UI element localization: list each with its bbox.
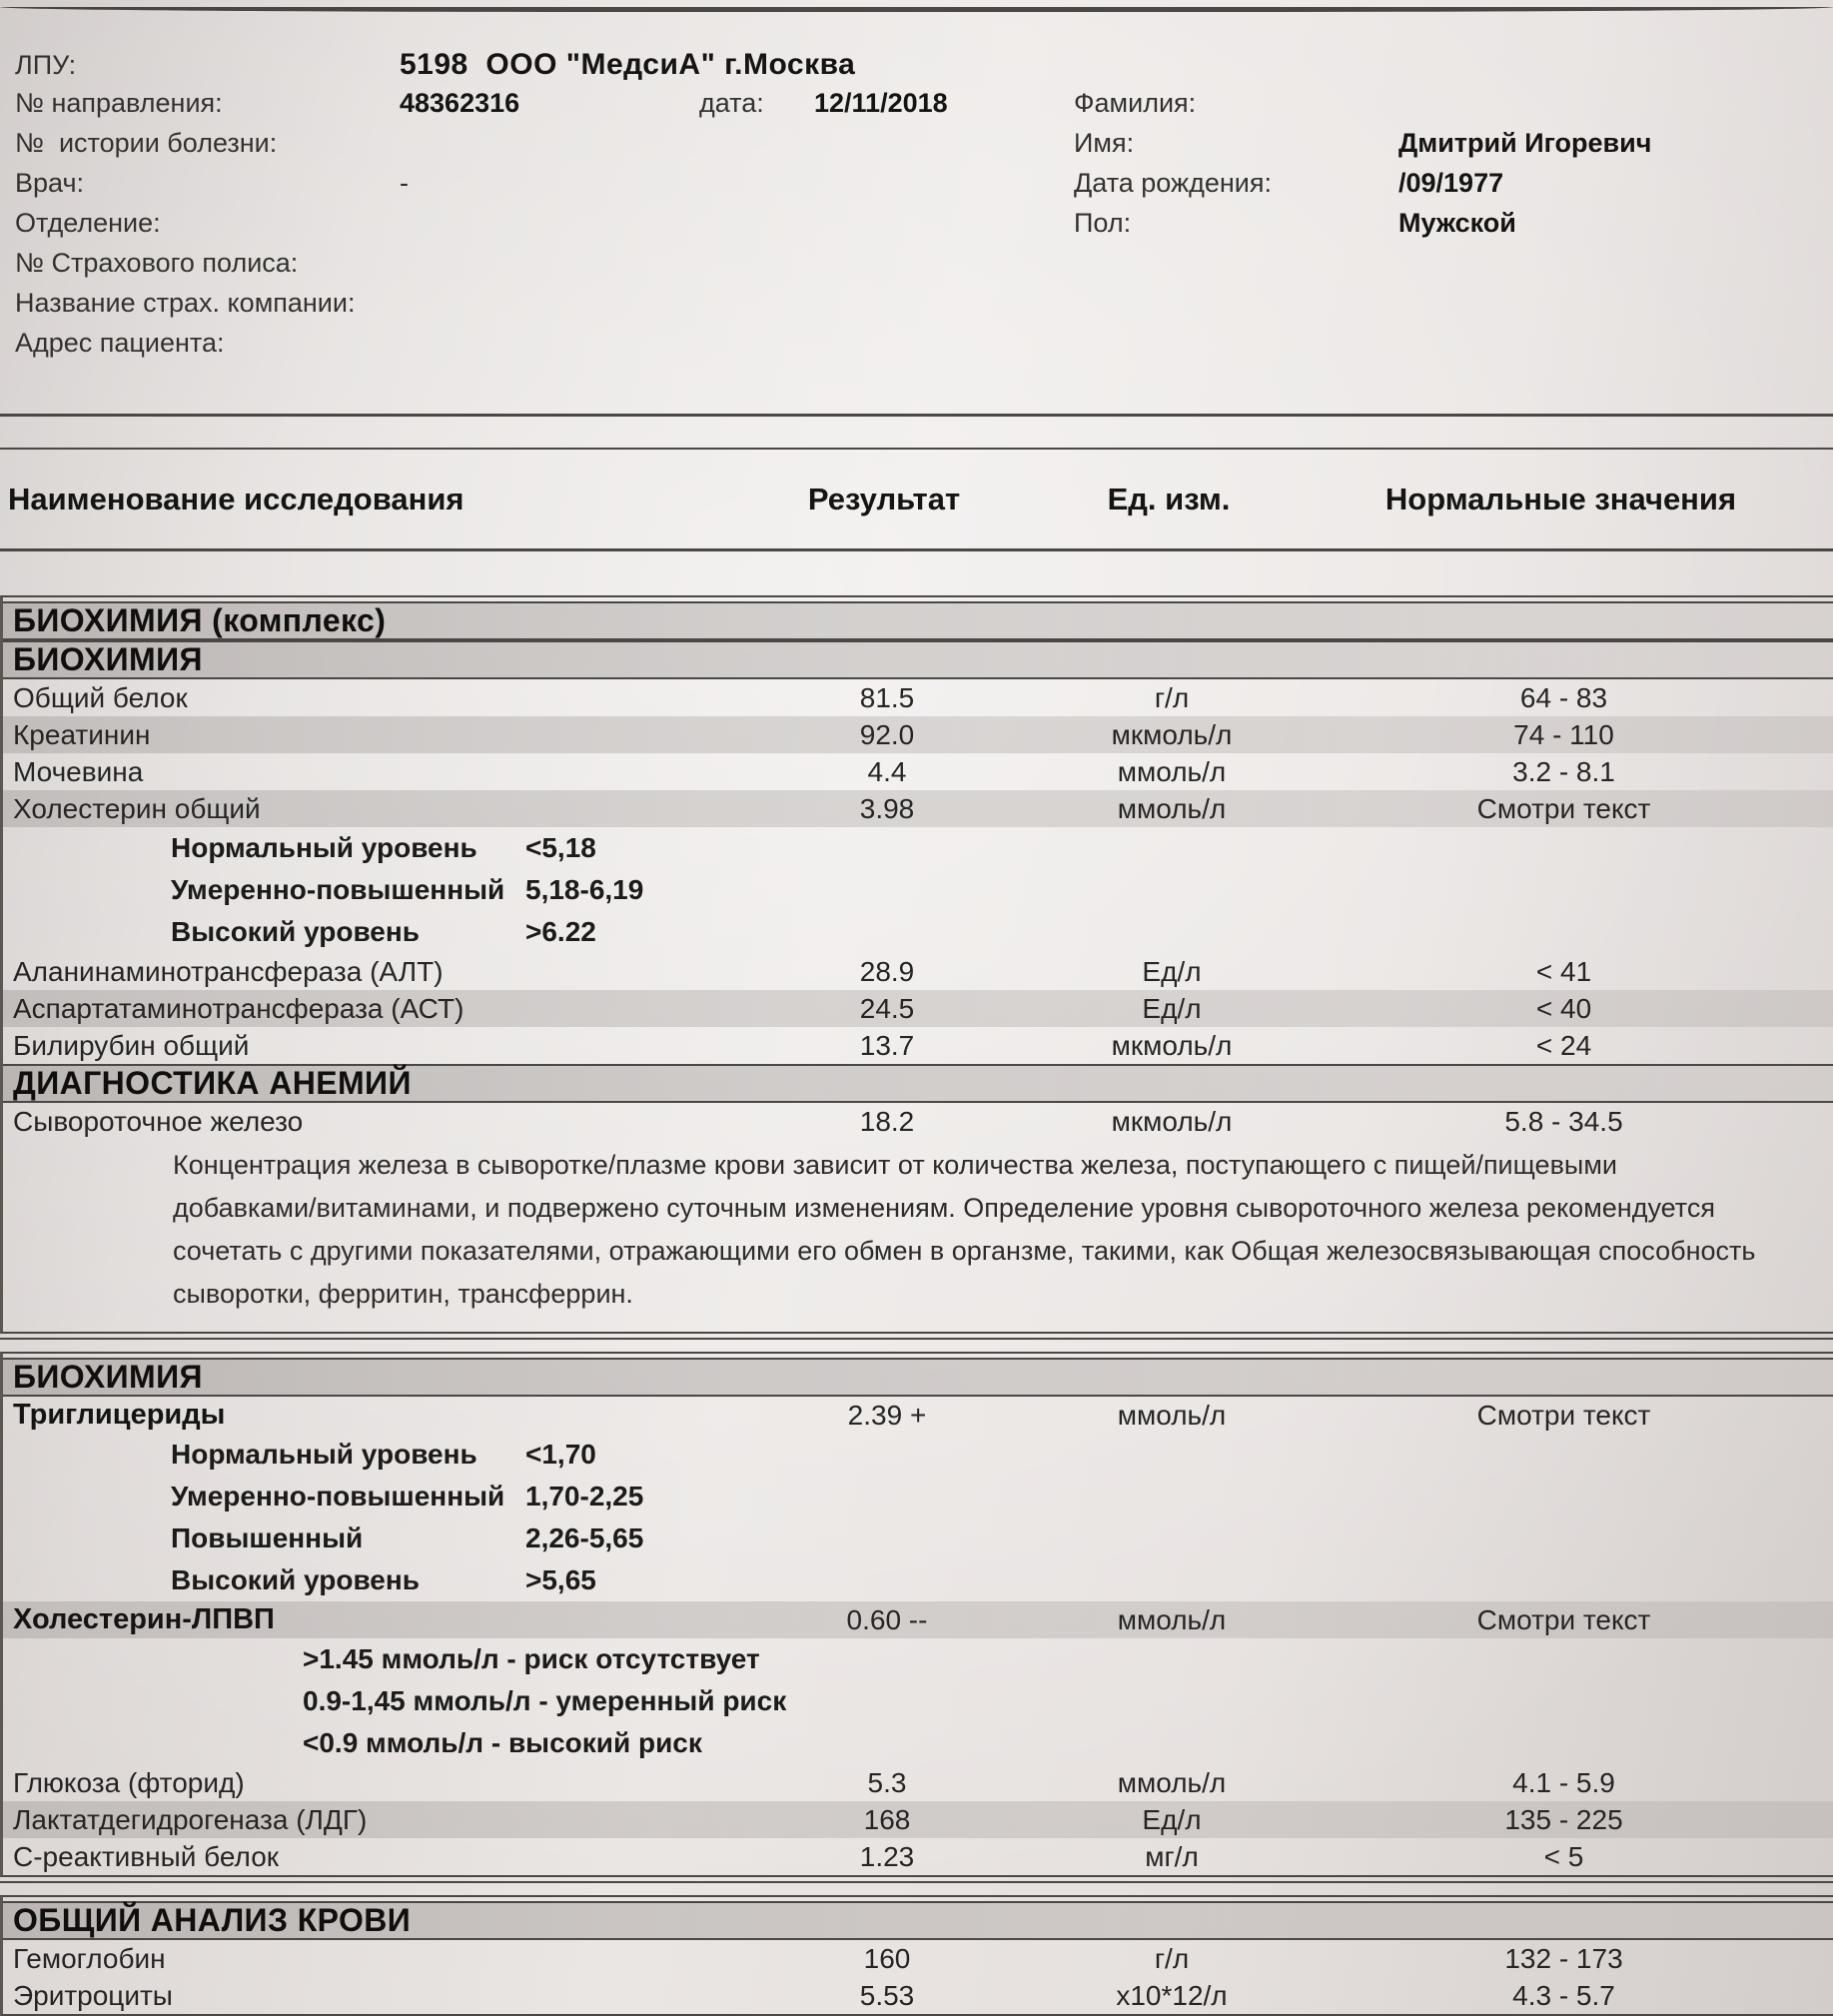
criteria-value: 2,26-5,65 (525, 1522, 644, 1553)
criteria-value: >6.22 (525, 916, 596, 947)
test-result: 5.53 (859, 1979, 915, 2011)
header-field-row (15, 48, 1833, 88)
field-label: Отделение: (15, 208, 161, 238)
test-units: мкмоль/л (1111, 1029, 1233, 1061)
test-norm: Смотри текст (1476, 792, 1651, 824)
criteria-row (3, 1434, 1833, 1476)
section-band: ДИАГНОСТИКА АНЕМИЙ (3, 1064, 1833, 1103)
test-name: Триглицериды (13, 1399, 226, 1431)
test-name: Глюкоза (фторид) (13, 1766, 245, 1798)
test-units: ммоль/л (1117, 1603, 1227, 1635)
section-band: БИОХИМИЯ (3, 640, 1833, 679)
test-norm: < 5 (1543, 1840, 1584, 1872)
test-norm: 4.3 - 5.7 (1512, 1979, 1615, 2011)
criteria-value: <5,18 (525, 832, 596, 863)
test-norm: 5.8 - 34.5 (1504, 1105, 1623, 1137)
criteria-value: <1,70 (525, 1439, 596, 1470)
field-label: Фамилия: (1074, 88, 1197, 118)
patient-field-row (1074, 168, 1698, 208)
test-result: 0.60 -- (846, 1603, 928, 1635)
test-result: 5.3 (867, 1766, 907, 1798)
field-value: Дмитрий Игоревич (1398, 128, 1652, 158)
test-row (3, 790, 1833, 827)
criteria-label: Повышенный (171, 1522, 364, 1553)
divider-line-table-header-bottom (0, 548, 1833, 551)
test-units: Ед/л (1142, 1803, 1202, 1835)
test-units: мкмоль/л (1111, 1105, 1233, 1137)
test-norm: 4.1 - 5.9 (1512, 1766, 1615, 1798)
criteria-value: 1,70-2,25 (525, 1481, 644, 1512)
section-band: ОБЩИЙ АНАЛИЗ КРОВИ (3, 1901, 1833, 1940)
test-name: Мочевина (13, 755, 144, 787)
field-label: ЛПУ: (15, 50, 77, 80)
test-norm: 135 - 225 (1504, 1803, 1623, 1835)
date-label: дата: (699, 88, 764, 118)
header-field-row (15, 328, 1833, 368)
note-line: добавками/витаминами, и подвержено суточным изменениям. Определение уровня сывороточного железа рекомендуется (173, 1193, 1715, 1223)
field-label: Дата рождения: (1074, 168, 1272, 198)
test-name: Гемоглобин (13, 1942, 166, 1974)
test-row (3, 1397, 1833, 1434)
col-header-units: Ед. изм. (1107, 481, 1231, 516)
test-result: 2.39 + (847, 1399, 927, 1431)
test-row (3, 1601, 1833, 1638)
test-row (3, 679, 1833, 716)
table-header-row (0, 450, 1833, 548)
section-bottom-line (0, 1338, 1833, 1340)
test-name: Эритроциты (13, 1979, 173, 2011)
test-norm: < 24 (1535, 1029, 1592, 1061)
test-name: Сывороточное железо (13, 1105, 304, 1137)
patient-field-row (1074, 128, 1698, 168)
test-row (3, 753, 1833, 790)
test-name: Общий белок (13, 681, 188, 713)
test-result: 168 (863, 1803, 911, 1835)
test-row (3, 1838, 1833, 1875)
criteria-label: Высокий уровень (171, 1564, 420, 1595)
test-norm: Смотри текст (1476, 1603, 1651, 1635)
test-row (3, 1940, 1833, 1977)
header-fields-right (1074, 88, 1698, 248)
field-label: Адрес пациента: (15, 328, 225, 358)
test-units: мг/л (1145, 1840, 1199, 1872)
test-units: ммоль/л (1117, 1766, 1227, 1798)
field-value: 48362316 (400, 88, 520, 118)
test-result: 81.5 (859, 681, 915, 713)
header-field-row (15, 248, 1833, 288)
header-field-row (15, 288, 1833, 328)
report-body (0, 595, 1833, 2016)
page-top-edge-line (0, 7, 1833, 12)
test-norm: Смотри текст (1476, 1399, 1651, 1431)
test-result: 92.0 (859, 718, 915, 750)
col-header-test-name: Наименование исследования (8, 481, 464, 516)
test-norm: < 41 (1535, 955, 1592, 987)
criteria-row (3, 1517, 1833, 1559)
test-units: Ед/л (1142, 992, 1202, 1024)
test-norm: 3.2 - 8.1 (1512, 755, 1615, 787)
test-units: мкмоль/л (1111, 718, 1233, 750)
test-name: Холестерин общий (13, 792, 261, 824)
test-name: С-реактивный белок (13, 1840, 280, 1872)
patient-field-row (1074, 88, 1698, 128)
criteria-label: Умеренно-повышенный (171, 874, 505, 905)
criteria-line: <0.9 ммоль/л - высокий риск (303, 1727, 702, 1758)
test-norm: < 40 (1535, 992, 1592, 1024)
field-label: № Страхового полиса: (15, 248, 299, 278)
field-label: № истории болезни: (15, 128, 278, 158)
field-label: № направления: (15, 88, 223, 118)
note-line: Концентрация железа в сыворотке/плазме крови зависит от количества железа, поступающего с пищей/пищевыми (173, 1150, 1617, 1180)
test-result: 160 (863, 1942, 911, 1974)
criteria-value: >5,65 (525, 1564, 596, 1595)
test-units: ммоль/л (1117, 1399, 1227, 1431)
test-name: Холестерин-ЛПВП (13, 1603, 275, 1635)
field-label: Имя: (1074, 128, 1135, 158)
section-band: БИОХИМИЯ (3, 1358, 1833, 1397)
field-value: /09/1977 (1398, 168, 1504, 198)
test-units: ммоль/л (1117, 755, 1227, 787)
patient-field-row (1074, 208, 1698, 248)
test-result: 4.4 (867, 755, 907, 787)
criteria-row (3, 911, 1833, 953)
test-units: Ед/л (1142, 955, 1202, 987)
test-units: ммоль/л (1117, 792, 1227, 824)
test-row (3, 1764, 1833, 1801)
divider-line-top (0, 414, 1833, 417)
test-result: 24.5 (859, 992, 915, 1024)
test-norm: 64 - 83 (1519, 681, 1608, 713)
test-name: Билирубин общий (13, 1029, 250, 1061)
test-name: Лактатдегидрогеназа (ЛДГ) (13, 1803, 368, 1835)
test-row (3, 716, 1833, 753)
criteria-line: 0.9-1,45 ммоль/л - умеренный риск (303, 1685, 787, 1716)
criteria-row (3, 869, 1833, 911)
criteria-label: Умеренно-повышенный (171, 1481, 505, 1512)
test-norm: 132 - 173 (1504, 1942, 1623, 1974)
field-label: Врач: (15, 168, 85, 198)
col-header-result: Результат (807, 481, 961, 516)
test-units: г/л (1154, 681, 1190, 713)
test-result: 13.7 (859, 1029, 915, 1061)
note-line: сочетать с другими показателями, отражающими его обмен в органзме, такими, как Общая железосвязывающая способность (173, 1236, 1756, 1266)
note-text (3, 1140, 1833, 1332)
criteria-label: Высокий уровень (171, 916, 420, 947)
test-result: 3.98 (859, 792, 915, 824)
section-box-biochemistry-complex (0, 595, 1833, 1334)
test-units: г/л (1154, 1942, 1190, 1974)
date-value: 12/11/2018 (814, 88, 948, 118)
test-row (3, 1103, 1833, 1140)
test-result: 1.23 (859, 1840, 915, 1872)
test-result: 18.2 (859, 1105, 915, 1137)
section-band: БИОХИМИЯ (комплекс) (3, 601, 1833, 640)
test-row (3, 1027, 1833, 1064)
criteria-label: Нормальный уровень (171, 832, 477, 863)
test-result: 28.9 (859, 955, 915, 987)
section-box-complete-blood-count (0, 1895, 1833, 2016)
field-value: Мужской (1398, 208, 1516, 238)
section-bottom-line (0, 1881, 1833, 1883)
test-row (3, 1977, 1833, 2014)
test-row (3, 1801, 1833, 1838)
report-header (15, 48, 1833, 370)
test-row (3, 953, 1833, 990)
test-name: Аланинаминотрансфераза (АЛТ) (13, 955, 444, 987)
field-value: - (400, 168, 409, 198)
test-units: x10*12/л (1116, 1979, 1228, 2011)
criteria-row (3, 827, 1833, 869)
section-box-biochemistry-2 (0, 1352, 1833, 1877)
criteria-line: >1.45 ммоль/л - риск отсутствует (303, 1643, 760, 1674)
test-name: Креатинин (13, 718, 151, 750)
criteria-value: 5,18-6,19 (525, 874, 644, 905)
test-name: Аспартатаминотрансфераза (АСТ) (13, 992, 464, 1024)
criteria-row (3, 1476, 1833, 1517)
test-norm: 74 - 110 (1513, 718, 1614, 750)
field-label: Пол: (1074, 208, 1132, 238)
test-row (3, 990, 1833, 1027)
field-label: Название страх. компании: (15, 288, 356, 318)
criteria-row (3, 1559, 1833, 1601)
criteria-label: Нормальный уровень (171, 1439, 477, 1470)
note-line: сыворотки, ферритин, трансферрин. (173, 1279, 633, 1309)
col-header-norm: Нормальные значения (1384, 481, 1737, 516)
field-value: 5198 ООО "МедсиА" г.Москва (400, 48, 856, 81)
